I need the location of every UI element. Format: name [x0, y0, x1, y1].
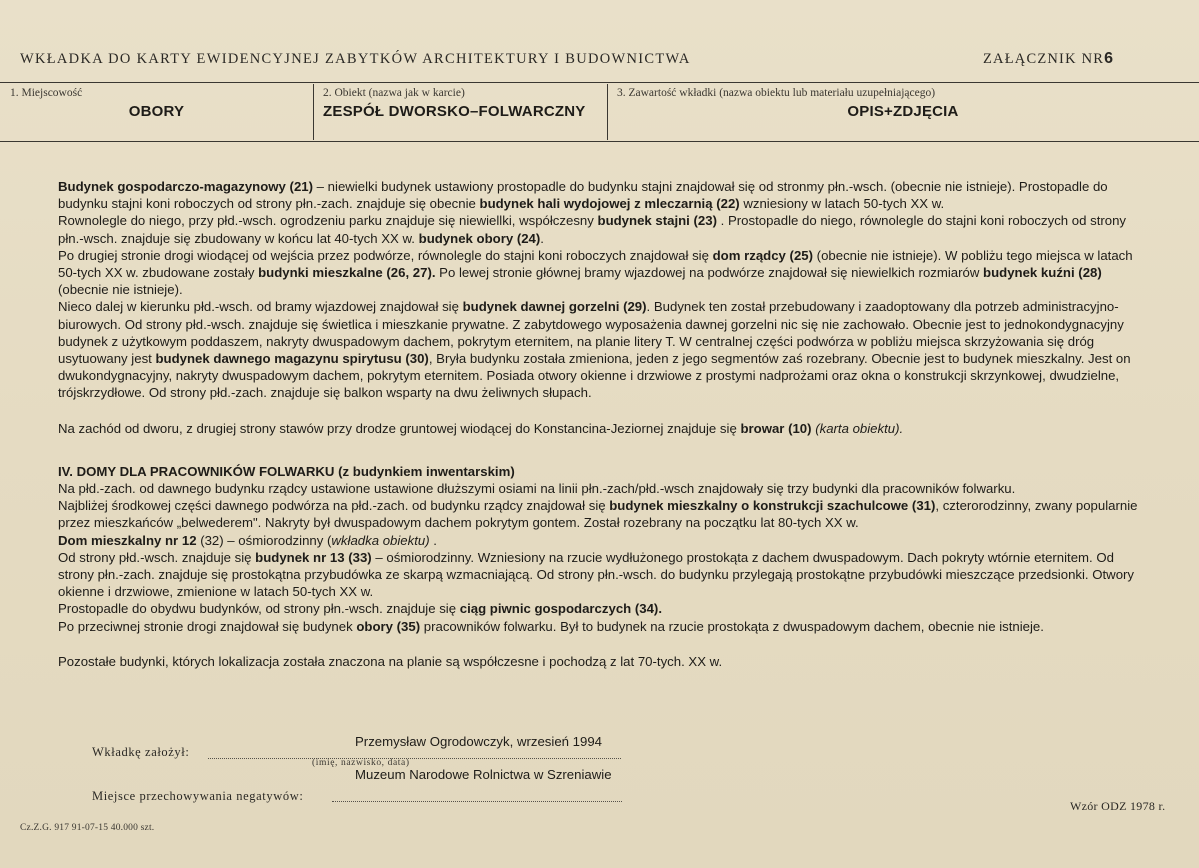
text: Po drugiej stronie drogi wiodącej od wejścia przez podwórze, równolegle do stajni koni roboczych znajdował się [58, 247, 713, 263]
author-dotted-line [208, 758, 621, 759]
text-bold: budynek mieszkalny o konstrukcji szachulcowe (31) [609, 498, 936, 514]
text: Prostopadle do obydwu budynków, od strony płn.-wsch. znajduje się [58, 601, 460, 617]
text-bold: dom rządcy (25) [712, 247, 814, 263]
text: Od strony płd.-wsch. znajduje się [58, 549, 256, 565]
attachment-number: 6 [1104, 50, 1115, 67]
print-info: Cz.Z.G. 917 91-07-15 40.000 szt. [20, 823, 155, 833]
text-bold: budynek nr 13 (33) [255, 549, 372, 565]
document-body [58, 178, 1150, 670]
text: – ośmiorodzinny. Wzniesiony na rzucie wydłużonego prostokąta z dachem dwuspadowym. Dach pokryty wtórnie eternitem. Od strony płn.-zach. znajduje się prostokątna przybudówka ze skarpą wzmacniającą. Od strony płn.-wsch. do budynku przylegają prostokątne przybudówki mieszczące przedsionki. Otwory okienne i drzwiowe, zmienione w latach 50-tych XX w. [58, 549, 1135, 600]
text-bold: ciąg piwnic gospodarczych (34). [459, 601, 662, 617]
author-value: Przemysław Ogrodowczyk, wrzesień 1994 [355, 734, 602, 749]
form-title: WKŁADKA DO KARTY EWIDENCYJNEJ ZABYTKÓW ARCHITEKTURY I BUDOWNICTWA [20, 51, 691, 67]
text-bold: browar (10) [740, 420, 812, 436]
section-heading [58, 463, 1150, 480]
text: pracowników folwarku. Był to budynek na rzucie prostokąta z dwuspadowym dachem, obecnie nie istnieje. [420, 618, 1044, 634]
text-bold: budynek dawnego magazynu spirytusu (30) [155, 351, 429, 367]
text: Po lewej stronie głównej bramy wjazdowej na podwórze znajdował się niewielkich rozmiarów [435, 265, 984, 281]
author-hint: (imię, nazwisko, data) [312, 758, 410, 768]
paragraph-35 [58, 618, 1150, 635]
text-bold: budynek kuźni (28) [983, 265, 1102, 281]
paragraph-21-22 [58, 178, 1150, 212]
text: (32) – ośmiorodzinny ( [196, 532, 332, 548]
text-italic: (karta obiektu). [811, 420, 904, 436]
text-bold: budynek dawnej gorzelni (29) [462, 299, 647, 315]
paragraph-25-28 [58, 247, 1150, 299]
paragraph-34 [58, 600, 1150, 617]
text-bold: budynek stajni (23) [597, 213, 717, 229]
text: . [540, 230, 544, 246]
form-version: Wzór ODZ 1978 r. [1070, 799, 1166, 813]
text: . [429, 532, 437, 548]
text-bold: obory (35) [356, 618, 421, 634]
field-object-value: ZESPÓŁ DWORSKO–FOLWARCZNY [323, 103, 586, 120]
paragraph-32 [58, 532, 1150, 549]
paragraph-23-24 [58, 212, 1150, 246]
text: Najbliżej środkowej części dawnego podwórza na płd.-zach. od budynku rządcy znajdował się [58, 498, 610, 514]
storage-value: Muzeum Narodowe Rolnictwa w Szreniawie [355, 767, 612, 782]
spacer [58, 402, 1150, 420]
closing-paragraph: Pozostałe budynki, których lokalizacja została znaczona na planie są współczesne i pochodzą z lat 70-tych. XX w. [58, 653, 723, 669]
section-heading-text: IV. DOMY DLA PRACOWNIKÓW FOLWARKU (z budynkiem inwentarskim) [58, 463, 515, 479]
text: , Bryła budynku została zmieniona, jeden z jego segmentów zaś rozebrany. Obecnie jest to budynek mieszkalny. Jest on dwukondygnacyjny, nakryty dwuspadowym dachem, pokrytym eternitem. Posiada otwory okienne i drzwiowe z prostymi nadprożami oraz okna o konstrukcji skrzynkowej, dwudzielne, trójskrzydłowe. Od strony płd.-zach. znajduje się balkon wsparty na dwu żeliwnych słupach. [58, 351, 1131, 401]
field-contents-label: 3. Zawartość wkładki (nazwa obiektu lub materiału uzupełniającego) [617, 87, 936, 99]
text: , czterorodzinny, zwany popularnie przez mieszkańców „belwederem". Nakryty był dwuspadowym dachem pokrytym gontem. Został rozebrany na początku lat 80-tych XX w. [58, 498, 1138, 531]
text: Po przeciwnej stronie drogi znajdował się budynek [58, 618, 357, 634]
paragraph-s1: Na płd.-zach. od dawnego budynku rządcy ustawione ustawione dłuższymi osiami na linii płn.-zach/płd.-wsch znajdowały się trzy budynki dla pracowników folwarku. [58, 481, 1016, 497]
field-locality-label: 1. Miejscowość [10, 87, 83, 99]
text: Nieco dalej w kierunku płd.-wsch. od bramy wjazdowej znajdował się [58, 299, 463, 315]
text: Na zachód od dworu, z drugiej strony stawów przy drodze gruntowej wiodącej do Konstancina-Jeziornej znajduje się [58, 420, 741, 436]
field-locality-value: OBORY [128, 103, 185, 120]
text: wzniesiony w latach 50-tych XX w. [739, 196, 945, 212]
field-object [313, 84, 608, 140]
paragraph-31 [58, 497, 1150, 531]
spacer [58, 635, 1150, 653]
text: Rownolegle do niego, przy płd.-wsch. ogrodzeniu parku znajduje się niewiellki, współczesny [58, 213, 598, 229]
text-bold: budynek obory (24) [418, 230, 541, 246]
attachment-label-text: ZAŁĄCZNIK NR [983, 51, 1105, 67]
negatives-dotted-line [332, 801, 622, 802]
text-bold: Budynek gospodarczo-magazynowy (21) [58, 179, 314, 194]
paragraph-33 [58, 549, 1150, 601]
paragraph-29-30 [58, 298, 1150, 401]
author-label: Wkładkę założył: [92, 745, 190, 759]
spacer [58, 437, 1150, 463]
field-locality [0, 84, 314, 140]
text: – niewielki budynek ustawiony prostopadle do budynku stajni znajdował się od stronmy płn.-wsch. (obecnie nie istnieje). Prostopadle do budynku stajni koni roboczych od strony płn.-zach. znajduje się obecnie [58, 179, 1108, 212]
text: . Budynek ten został przebudowany i zaadoptowany dla potrzeb administracyjno-biurowych. Od strony płd.-wsch. znajduje się świetlica i mieszkanie prywatne. Z zabytdowego wyposażenia dawnej gorzelni nic się nie zachowało. Obecnie jest to jednokondygnacyjny budynek z użytkowym poddaszem, nakryty dwuspadowym dachem, pokrytym eternitem, na planie litery T. W centralnej części podwórza w pobliżu miejsca skrzyżowania się dróg usytuowany jest [58, 299, 1124, 367]
text-bold: Dom mieszkalny nr 12 [58, 532, 197, 548]
text: (obecnie nie istnieje). [58, 282, 183, 298]
field-contents-value: OPIS+ZDJĘCIA [847, 103, 959, 120]
field-object-label: 2. Obiekt (nazwa jak w karcie) [323, 87, 465, 99]
field-contents [607, 84, 1199, 140]
text: (obecnie nie istnieje). W pobliżu tego miejsca w latach 50-tych XX w. zbudowane zostały [58, 247, 1133, 281]
paragraph-10 [58, 420, 1150, 437]
attachment-label [983, 50, 1114, 68]
text-italic: wkładka obiektu) [331, 532, 430, 548]
fields-rule [0, 141, 1199, 142]
negatives-label: Miejsce przechowywania negatywów: [92, 789, 304, 803]
text: . Prostopadle do niego, równolegle do stajni koni roboczych od strony płn.-wsch. znajduje się zbudowany w końcu lat 40-tych XX w. [58, 213, 1127, 246]
header-rule [0, 82, 1199, 83]
text-bold: budynki mieszkalne (26, 27). [258, 265, 436, 281]
text-bold: budynek hali wydojowej z mleczarnią (22) [479, 196, 740, 212]
